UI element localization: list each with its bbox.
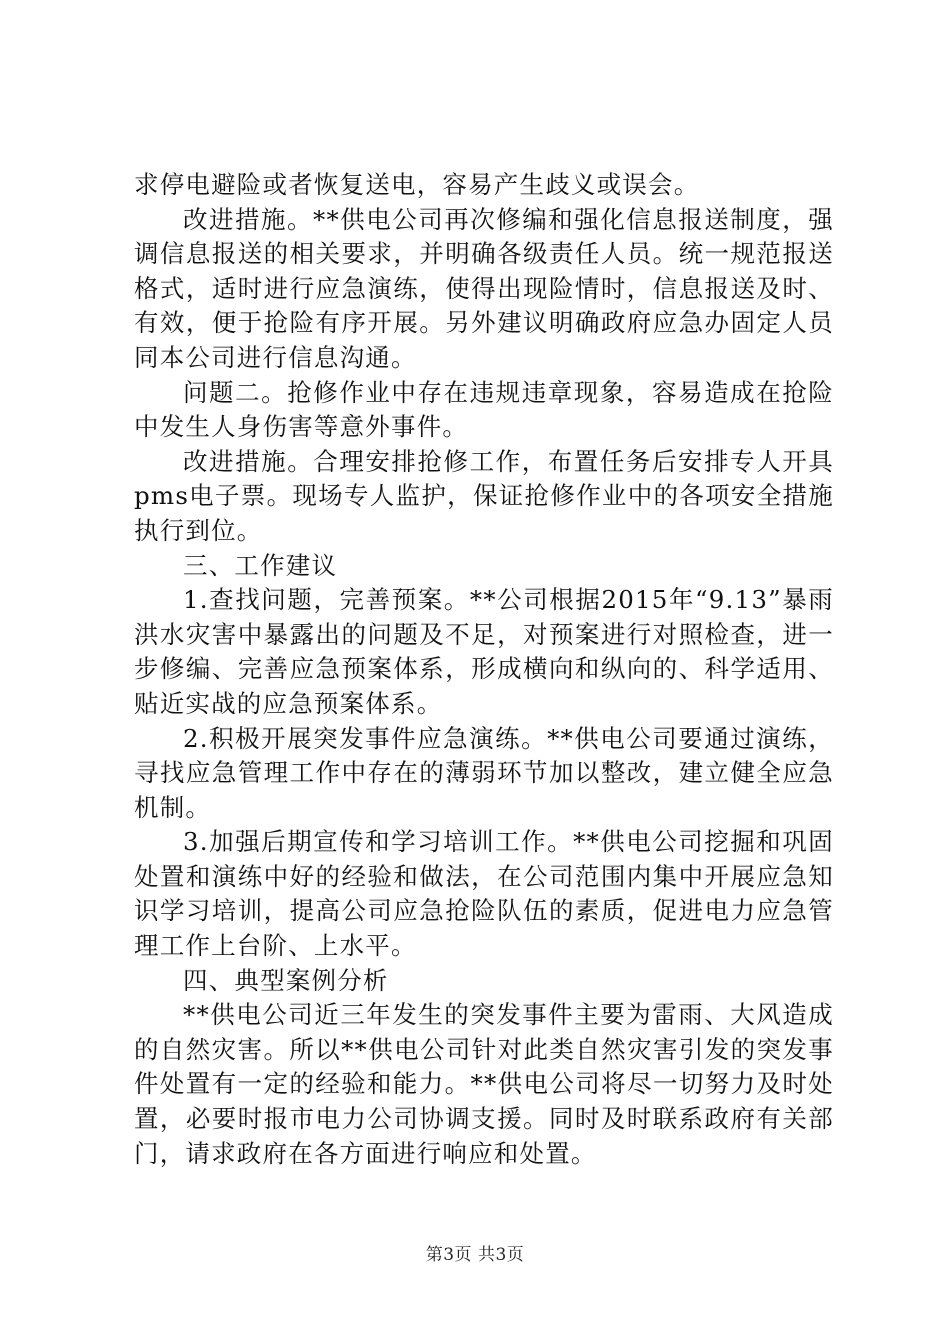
document-body: [134, 168, 834, 1171]
paragraph-problem-two: 问题二。抢修作业中存在违规违章现象，容易造成在抢险中发生人身伤害等意外事件。: [134, 377, 834, 442]
paragraph-suggestion-3: 3.加强后期宣传和学习培训工作。**供电公司挖掘和巩固处置和演练中好的经验和做法，在公司范围内集中开展应急知识学习培训，提高公司应急抢险队伍的素质，促进电力应急管理工作上台阶、上水平。: [134, 827, 834, 961]
paragraph-improvement-measures-1: 改进措施。**供电公司再次修编和强化信息报送制度，强调信息报送的相关要求，并明确各级责任人员。统一规范报送格式，适时进行应急演练，使得出现险情时，信息报送及时、有效，便于抢险有序开展。另外建议明确政府应急办固定人员同本公司进行信息沟通。: [134, 204, 834, 372]
paragraph-improvement-measures-2: 改进措施。合理安排抢修工作，布置任务后安排专人开具pms电子票。现场专人监护，保证抢修作业中的各项安全措施执行到位。: [134, 446, 834, 545]
paragraph-suggestion-2: 2.积极开展突发事件应急演练。**供电公司要通过演练，寻找应急管理工作中存在的薄弱环节加以整改，建立健全应急机制。: [134, 723, 834, 822]
page-number-footer: 第3页 共3页: [425, 1245, 525, 1265]
section-heading-work-suggestions: 三、工作建议: [183, 550, 338, 580]
paragraph-continuation: 求停电避险或者恢复送电，容易产生歧义或误会。: [134, 170, 700, 199]
section-heading-case-analysis: 四、典型案例分析: [183, 965, 389, 995]
paragraph-suggestion-1: 1.查找问题，完善预案。**公司根据2015年“9.13”暴雨洪水灾害中暴露出的问题及不足，对预案进行对照检查，进一步修编、完善应急预案体系，形成横向和纵向的、科学适用、贴近实战的应急预案体系。: [134, 585, 834, 718]
paragraph-case-analysis: **供电公司近三年发生的突发事件主要为雷雨、大风造成的自然灾害。所以**供电公司针对此类自然灾害引发的突发事件处置有一定的经验和能力。**供电公司将尽一切努力及时处置，必要时报市电力公司协调支援。同时及时联系政府有关部门，请求政府在各方面进行响应和处置。: [134, 1000, 834, 1168]
